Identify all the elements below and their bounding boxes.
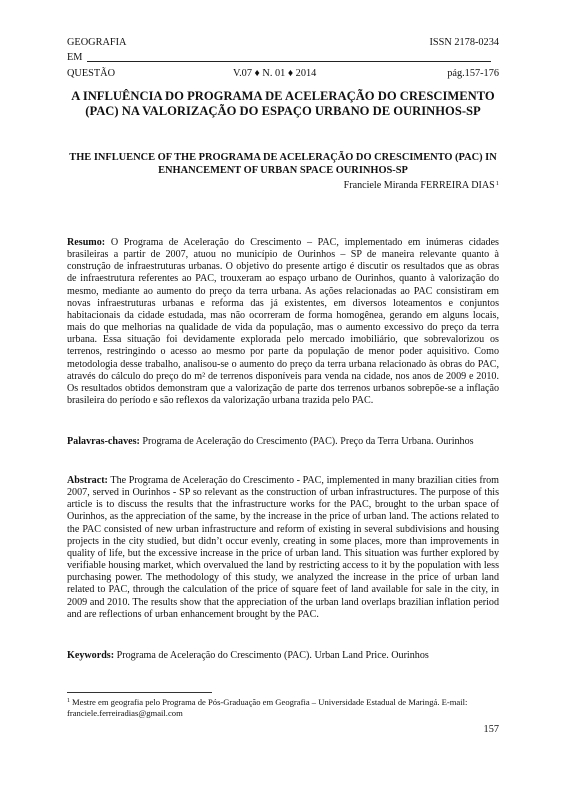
footnote-mark: 1 <box>67 698 70 704</box>
journal-name-line1: GEOGRAFIA <box>67 37 127 48</box>
palavras-chaves-text: Programa de Aceleração do Crescimento (PAC). Preço da Terra Urbana. Ourinhos <box>142 436 474 447</box>
article-title-english: THE INFLUENCE OF THE PROGRAMA DE ACELERAÇÃO DO CRESCIMENTO (PAC) IN ENHANCEMENT OF URBAN SPACE OURINHOS-SP <box>69 152 497 177</box>
resumo-label: Resumo: <box>67 237 106 248</box>
palavras-chaves-label: Palavras-chaves: <box>67 436 140 447</box>
header-rule <box>87 61 491 62</box>
journal-name-line3: QUESTÃO <box>67 68 116 79</box>
issn: ISSN 2178-0234 <box>429 37 499 48</box>
keywords-text: Programa de Aceleração do Crescimento (PAC). Urban Land Price. Ourinhos <box>116 650 429 661</box>
page-range: pág.157-176 <box>447 68 499 79</box>
author-footnote-mark: 1 <box>495 180 499 187</box>
abstract-label: Abstract: <box>67 475 108 486</box>
footnote-rule <box>67 692 212 693</box>
footnote-text: Mestre em geografia pelo Programa de Pós-Graduação em Geografia – Universidade Estadual de Maringá. E-mail: franciele.ferreiradias@gmail.com <box>67 697 468 718</box>
journal-name-line2: EM <box>67 52 83 63</box>
palavras-chaves-paragraph <box>67 436 499 448</box>
author-name-text: Franciele Miranda FERREIRA DIAS <box>343 180 495 191</box>
footnote <box>67 697 499 719</box>
volume-info: V.07 ♦ N. 01 ♦ 2014 <box>233 68 317 79</box>
keywords-paragraph <box>67 650 499 662</box>
abstract-paragraph <box>67 475 499 621</box>
keywords-label: Keywords: <box>67 650 115 661</box>
resumo-text: O Programa de Aceleração do Crescimento – PAC, implementado em inúmeras cidades brasileiras a partir de 2007, atuou no município de Ourinhos – SP de maneira relevante quanto à construção de infraestruturas urbanas. O objetivo do presente artigo é discutir os resultados que as obras de infraestrutura referentes ao PAC, trouxeram ao espaço urbano de Ourinhos, quanto à valorização do mesmo, mediante ao aumento do preço da terra urbana. As ações relacionadas ao PAC consistiram em novas infraestruturas urbanas e reforma das já existentes, em diversos loteamentos e conjuntos habitacionais da cidade estudada, mas não ocorreram de forma homogênea, gerando em alguns locais, mais do que melhorias na qualidade de vida da população, mas o aumento excessivo do preço da terra urbana. Essa situação foi devidamente explorada pelo mercado imobiliário, que sobrevalorizou os terrenos, restringindo o acesso ao mesmo por parte da população de menor poder aquisitivo. Como metodologia desse trabalho, analisou-se o aumento do preço da terra urbana relacionado às obras do PAC, através do cálculo do preço do m² de terrenos disponíveis para venda na cidade, nos anos de 2009 e 2010. Os resultados obtidos demonstram que a valorização de parte dos terrenos urbanos sobrepõe-se a inflação brasileira do período e são reflexos da valorização urbana trazida pelo PAC. <box>67 237 499 407</box>
page-number: 157 <box>483 724 499 735</box>
resumo-paragraph <box>67 237 499 407</box>
abstract-text: The Programa de Aceleração do Crescimento - PAC, implemented in many brazilian cities from 2007, served in Ourinhos - SP so relevant as the construction of urban infrastructures. The purpose of this article is to discuss the results that the infrastructure works for the PAC, brought to the urban space of Ourinhos, as the appreciation of the same, by the increase in the price of urban land. The actions related to the PAC consisted of new urban infrastructure and reform of existing in several subdivisions and housing projects in the city studied, but didn’t occur evenly, creating in some places, more than improvements in quality of life, but the excessive increase in the price of urban land. This situation was further explored by verifiable housing market, which overvalued the land by restricting access to it by the population with less purchasing power. The methodology of this study, we analyzed the increase in the price of urban land related to PAC, through the calculation of the price of square feet of land available for sale in the city, in 2009 and 2010. The results show that the appreciation of the urban land overlaps brazilian inflation period and are reflections of urban enhancement brought by the PAC. <box>67 475 499 620</box>
article-title: A INFLUÊNCIA DO PROGRAMA DE ACELERAÇÃO DO CRESCIMENTO (PAC) NA VALORIZAÇÃO DO ESPAÇO URBANO DE OURINHOS-SP <box>71 89 495 118</box>
author-name <box>344 180 499 192</box>
